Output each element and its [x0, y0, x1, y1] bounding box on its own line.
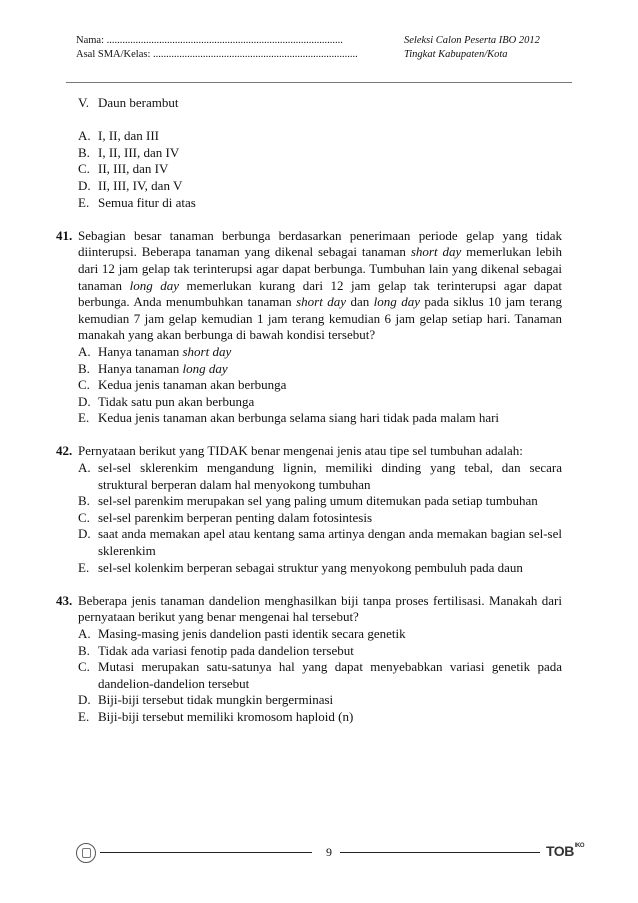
option-text: sel-sel parenkim merupakan sel yang paling umum ditemukan pada setiap tumbuhan [98, 493, 538, 509]
question-42 [56, 443, 562, 460]
option-text: Hanya tanaman short day [98, 343, 232, 359]
option-label: A. [78, 626, 91, 641]
header-left [76, 34, 396, 62]
footer-divider-right [340, 852, 540, 853]
option-label: B. [78, 493, 90, 509]
option-label: C. [78, 161, 90, 177]
option-text: Semua fitur di atas [98, 194, 196, 210]
prev-option-d [56, 178, 562, 195]
option-label: D. [78, 692, 91, 708]
option-text: I, II, dan III [98, 128, 159, 144]
q41-option-b [56, 361, 562, 378]
question-text: Pernyataan berikut yang TIDAK benar mengenai jenis atau tipe sel tumbuhan adalah: [78, 443, 523, 459]
option-label: B. [78, 360, 90, 376]
page-number: 9 [326, 845, 332, 859]
statement-v [56, 95, 562, 112]
option-label: C. [78, 377, 90, 393]
q43-option-e [56, 709, 562, 726]
q42-option-b [56, 493, 562, 510]
question-text: Sebagian besar tanaman berbunga berdasarkan penerimaan periode gelap yang tidak diinterupsi. Beberapa tanaman yang dikenal sebagai tanaman short day memerlukan lebih dari 12 jam gelap tak terinterupsi agar dapat berbunga. Tumbuhan lain yang dikenal sebagai tanaman long day memerlukan kurang dari 12 jam gelap tak terinterupsi agar dapat berbunga. Anda menumbuhkan tanaman short day dan long day pada siklus 10 jam terang kemudian 7 jam gelap kemudian 1 jam terang kemudian 6 jam gelap setiap hari. Tanaman manakah yang akan berbunga di bawah kondisi tersebut? [78, 227, 563, 343]
question-text: Beberapa jenis tanaman dandelion menghasilkan biji tanpa proses fertilisasi. Manakah dari pernyataan berikut yang benar mengenai hal tersebut? [78, 592, 562, 625]
q43-option-a [56, 626, 562, 643]
statement-label: V. [78, 95, 89, 110]
option-text: II, III, IV, dan V [98, 177, 183, 193]
question-number: 41. [56, 227, 73, 243]
option-text: I, II, III, dan IV [98, 144, 180, 160]
option-text: Hanya tanaman long day [98, 360, 228, 376]
footer-divider-left [100, 852, 312, 853]
q41-option-a [56, 344, 562, 361]
option-text: saat anda memakan apel atau kentang sama artinya dengan anda memakan bagian sel-sel sklerenkim [98, 526, 562, 559]
option-label: D. [78, 526, 91, 542]
header-right [404, 34, 540, 62]
ministry-seal-icon [76, 843, 96, 863]
option-text: sel-sel parenkim berperan penting dalam fotosintesis [98, 509, 373, 525]
statement-text: Daun berambut [98, 95, 179, 110]
question-41 [56, 228, 562, 344]
q43-option-d [56, 692, 562, 709]
option-label: C. [78, 659, 90, 675]
prev-option-b [56, 145, 562, 162]
option-label: E. [78, 559, 90, 575]
q41-option-d [56, 394, 562, 411]
q43-option-c [56, 659, 562, 692]
option-label: C. [78, 509, 90, 525]
option-label: E. [78, 410, 90, 426]
option-text: Mutasi merupakan satu-satunya hal yang dapat menyebabkan variasi genetik pada dandelion-dandelion tersebut [98, 659, 562, 691]
option-label: A. [78, 128, 91, 144]
name-field-line: Nama: .......................................................................................... [76, 35, 343, 46]
page-content [56, 95, 562, 726]
option-label: D. [78, 177, 91, 193]
school-field-line: Asal SMA/Kelas: .............................................................................. [76, 49, 358, 60]
option-text: Masing-masing jenis dandelion pasti identik secara genetik [98, 626, 406, 641]
option-label: E. [78, 194, 90, 210]
tobi-logo: $TOB^{IKO}$ [546, 843, 584, 859]
exam-title: Seleksi Calon Peserta IBO 2012 [404, 35, 540, 46]
q42-option-a [56, 460, 562, 493]
option-text: sel-sel kolenkim berperan sebagai struktur yang menyokong pembuluh pada daun [98, 559, 523, 575]
option-text: Biji-biji tersebut memiliki kromosom haploid (n) [98, 708, 354, 724]
question-43 [56, 593, 562, 626]
q43-option-b [56, 643, 562, 660]
header-divider [66, 82, 572, 83]
option-label: D. [78, 393, 91, 409]
option-text: II, III, dan IV [98, 161, 169, 177]
option-text: Tidak satu pun akan berbunga [98, 393, 255, 409]
option-text: sel-sel sklerenkim mengandung lignin, memiliki dinding yang tebal, dan secara struktural berperan dalam hal menyokong tumbuhan [98, 460, 562, 492]
q42-option-e [56, 560, 562, 577]
prev-option-a [56, 128, 562, 145]
prev-option-c [56, 161, 562, 178]
option-label: A. [78, 343, 91, 359]
exam-level: Tingkat Kabupaten/Kota [404, 49, 508, 60]
option-text: Kedua jenis tanaman akan berbunga [98, 377, 287, 393]
q41-option-c [56, 377, 562, 394]
option-text: Biji-biji tersebut tidak mungkin bergerminasi [98, 692, 334, 708]
option-label: B. [78, 144, 90, 160]
q41-option-e [56, 410, 562, 427]
option-label: E. [78, 708, 90, 724]
option-label: A. [78, 460, 91, 476]
option-text: Kedua jenis tanaman akan berbunga selama siang hari tidak pada malam hari [98, 410, 500, 426]
prev-option-e [56, 195, 562, 212]
option-label: B. [78, 642, 90, 658]
q42-option-d [56, 526, 562, 559]
q42-option-c [56, 510, 562, 527]
question-number: 43. [56, 592, 73, 608]
option-text: Tidak ada variasi fenotip pada dandelion tersebut [98, 642, 354, 658]
question-number: 42. [56, 443, 73, 459]
